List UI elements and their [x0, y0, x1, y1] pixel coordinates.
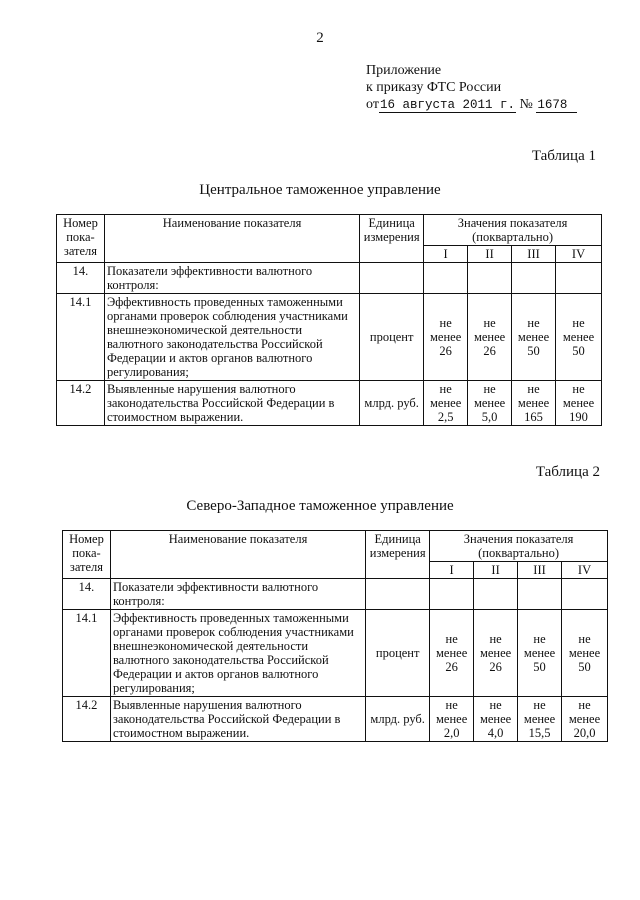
table-1	[56, 214, 602, 426]
row-name: Показатели эффективности валютного контроля:	[110, 579, 365, 610]
row-name: Выявленные нарушения валютного законодательства Российской Федерации в стоимостном выражении.	[104, 381, 359, 426]
header-q3: III	[512, 246, 556, 263]
row-num: 14.1	[57, 294, 105, 381]
header-q4: IV	[556, 246, 602, 263]
header-q4: IV	[562, 562, 608, 579]
header-num: Номер пока- зателя	[63, 531, 111, 579]
header-q3: III	[518, 562, 562, 579]
header-q1: I	[424, 246, 468, 263]
order-date: 16 августа 2011 г.	[379, 98, 515, 112]
row-unit: млрд. руб.	[366, 697, 430, 742]
row-name: Эффективность проведенных таможенными органами проверок соблюдения участниками внешнеэкономической деятельности валютного законодательства Российской Федерации и актов органов валютного регулирования;	[110, 610, 365, 697]
page-number: 2	[316, 30, 324, 46]
table-2-title: Северо-Западное таможенное управление	[186, 498, 454, 514]
row-unit	[360, 263, 424, 294]
row-name: Выявленные нарушения валютного законодательства Российской Федерации в стоимостном выражении.	[110, 697, 365, 742]
table-2	[62, 530, 608, 742]
header-q2: II	[468, 246, 512, 263]
row-q2: не менее 4,0	[474, 697, 518, 742]
appendix-block	[366, 62, 577, 114]
header-q2: II	[474, 562, 518, 579]
row-q4: не менее 50	[556, 294, 602, 381]
row-q1: не менее 2,0	[430, 697, 474, 742]
row-unit: процент	[366, 610, 430, 697]
header-num: Номер пока- зателя	[57, 215, 105, 263]
table-row	[63, 579, 608, 610]
table-1-title: Центральное таможенное управление	[199, 182, 441, 198]
row-q1	[424, 263, 468, 294]
from-label: от	[366, 97, 379, 112]
number-label: №	[519, 97, 533, 112]
row-q1: не менее 2,5	[424, 381, 468, 426]
table-row	[57, 263, 602, 294]
row-name: Показатели эффективности валютного контроля:	[104, 263, 359, 294]
row-unit: процент	[360, 294, 424, 381]
header-name: Наименование показателя	[110, 531, 365, 579]
row-num: 14.2	[57, 381, 105, 426]
table-row	[63, 610, 608, 697]
row-q1: не менее 26	[424, 294, 468, 381]
row-unit: млрд. руб.	[360, 381, 424, 426]
row-q3: не менее 165	[512, 381, 556, 426]
row-num: 14.	[57, 263, 105, 294]
row-q2	[468, 263, 512, 294]
row-q2: не менее 26	[468, 294, 512, 381]
table-row	[57, 294, 602, 381]
row-q4: не менее 50	[562, 610, 608, 697]
row-q4: не менее 190	[556, 381, 602, 426]
row-q3: не менее 15,5	[518, 697, 562, 742]
row-q1: не менее 26	[430, 610, 474, 697]
row-q3: не менее 50	[512, 294, 556, 381]
table-2-label: Таблица 2	[535, 464, 600, 480]
row-num: 14.2	[63, 697, 111, 742]
row-q2	[474, 579, 518, 610]
row-q3	[512, 263, 556, 294]
appendix-title: Приложение	[366, 63, 442, 78]
table-header-row	[57, 215, 602, 246]
header-unit: Единица измерения	[366, 531, 430, 579]
header-q1: I	[430, 562, 474, 579]
table-row	[63, 697, 608, 742]
row-name: Эффективность проведенных таможенными органами проверок соблюдения участниками внешнеэкономической деятельности валютного законодательства Российской Федерации и актов органов валютного регулирования;	[104, 294, 359, 381]
row-q2: не менее 5,0	[468, 381, 512, 426]
appendix-date-line	[366, 96, 577, 114]
row-unit	[366, 579, 430, 610]
row-num: 14.1	[63, 610, 111, 697]
order-number: 1678	[536, 98, 577, 113]
header-unit: Единица измерения	[360, 215, 424, 263]
header-values: Значения показателя (поквартально)	[424, 215, 602, 246]
row-q3: не менее 50	[518, 610, 562, 697]
row-q4	[556, 263, 602, 294]
table-row	[57, 381, 602, 426]
row-q4: не менее 20,0	[562, 697, 608, 742]
row-q1	[430, 579, 474, 610]
header-name: Наименование показателя	[104, 215, 359, 263]
table-header-row	[63, 531, 608, 562]
row-num: 14.	[63, 579, 111, 610]
table-1-label: Таблица 1	[531, 148, 596, 164]
row-q3	[518, 579, 562, 610]
row-q2: не менее 26	[474, 610, 518, 697]
row-q4	[562, 579, 608, 610]
appendix-order: к приказу ФТС России	[366, 80, 502, 95]
header-values: Значения показателя (поквартально)	[430, 531, 608, 562]
